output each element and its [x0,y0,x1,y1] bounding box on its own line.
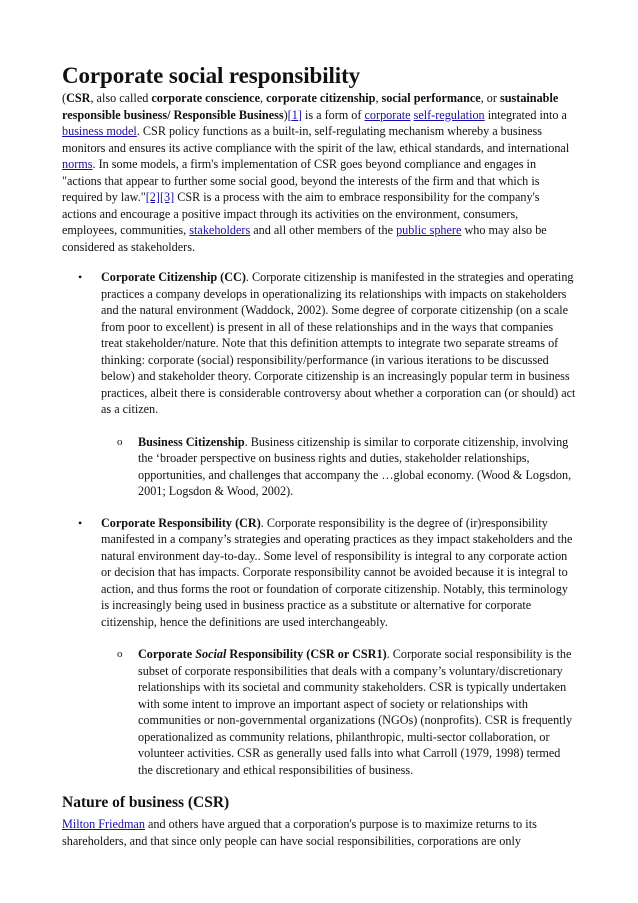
document-page [62,62,576,849]
term-corporate-social-responsibility [138,647,387,661]
intro-term-citizenship: corporate citizenship [266,91,376,105]
intro-text: . CSR policy functions as a built-in, self-regulating mechanism whereby a business monitors and ensures its active compliance with the spirit of the law, ethical standards, and international [62,124,570,155]
bullet-icon: • [78,270,83,284]
definition-text: . Corporate responsibility is the degree of (ir)responsibility manifested in a company’s strategies and operating practices as they impact stakeholders and the natural environment day-to-day.. Some level of responsibility is integral to any corporate action or decision that has impacts. Corporate responsibility cannot be avoided because it is integral to action, and thus forms the root or foundation of corporate citizenship. Notably, this terminology is increasingly being used in business practice as a substitute or alternative for corporate citizenship, hence the definitions are used interchangeably. [101,515,573,629]
intro-text: , [375,91,382,105]
term-corporate-citizenship: Corporate Citizenship (CC) [101,270,246,284]
bullet-icon: • [78,515,83,530]
term-business-citizenship: Business Citizenship [138,434,245,449]
definition-text: . Business citizenship is similar to corporate citizenship, involving the ‘broader perspective on business rights and duties, stakeholder relationships, opportunities, and challenges that accompany the …global economy. (Wood & Logsdon, 2001; Logsdon & Wood, 2002). [138,434,572,498]
list-item-corporate-responsibility [62,515,576,779]
list-item-corporate-citizenship [62,269,576,500]
link-stakeholders[interactable]: stakeholders [189,223,251,237]
page-title: Corporate social responsibility [62,63,361,88]
intro-term-performance: social performance [381,91,481,105]
link-milton-friedman[interactable]: Milton Friedman [62,817,145,831]
intro-term-conscience: corporate conscience [151,91,261,105]
reference-link-2[interactable]: [2] [145,190,160,204]
section-text: and others have argued that a corporation's purpose is to maximize returns to its shareholders, and that since only people can have social responsibilities, corporations are only [62,817,537,848]
section-paragraph [62,816,576,849]
intro-term-sustainable: sustainable responsible business/ Responsible Business [62,91,559,122]
circle-bullet-icon: o [117,435,123,448]
link-self-regulation[interactable]: self-regulation [413,107,485,122]
definition-text: . Corporate social responsibility is the subset of corporate responsibilities that deals with a company’s voluntary/discretionary relationships with its societal and community stakeholders. CSR is typically undertaken with some intent to improve an important aspect of society or relationships with communities or non-governmental organizations (NGOs) (nonprofits). CSR is frequently operationalized as community relations, philanthropic, multi-sector collaboration, or volunteer activities. CSR as generally used falls into what Carroll (1979, 1998) termed the discretionary and ethical responsibilities of business. [138,647,573,777]
reference-link-1[interactable]: [1] [287,107,302,122]
definitions-list [62,269,576,778]
intro-text: is a form of [301,107,365,122]
intro-text: . In some models, a firm's implementation of CSR goes beyond compliance and engages in "actions that appear to further some social good, beyond the interests of the firm and that which is required by law." [62,157,540,204]
link-public-sphere[interactable]: public sphere [396,223,462,237]
sub-list [101,646,576,778]
intro-term-csr: CSR [66,91,91,105]
intro-text: ( [62,91,67,105]
link-norms[interactable]: norms [62,157,93,171]
intro-text: integrated into a [484,107,567,122]
intro-text: who may also be considered as stakeholders. [62,223,547,254]
list-item-business-citizenship [101,434,576,500]
intro-text: and all other members of the [250,223,397,237]
intro-text: , [260,91,267,105]
intro-text: CSR is a process with the aim to embrace responsibility for the company's actions and encourage a positive impact through its activities on the environment, consumers, employees, communities, [62,190,540,237]
sub-list [101,434,576,500]
intro-paragraph [62,90,576,255]
term-corporate-responsibility: Corporate Responsibility (CR) [101,515,261,530]
link-business-model[interactable]: business model [62,124,137,138]
intro-text: , or [480,91,500,105]
definition-text: . Corporate citizenship is manifested in the strategies and operating practices a company develops in operationalizing its relationships with impacts on stakeholders and the natural environment (Waddock, 2002). Some degree of corporate citizenship (on a scale from poor to excellent) is present in all of these relationships and in the ways that companies treat stakeholder/nature. Note that this definition attempts to integrate two separate streams of thinking: corporate (social) responsibility/performance (in various iterations to be discussed below) and stakeholder theory. Corporate citizenship is an increasingly popular term in business practices, albeit there is considerable controversy about whether a corporation can (or should) act as a citizen. [101,270,576,416]
term-part: Responsibility (CSR or CSR1) [226,647,387,661]
section-heading: Nature of business (CSR) [62,794,230,811]
list-item-corporate-social-responsibility [101,646,576,778]
intro-text: ) [283,107,288,122]
circle-bullet-icon: o [117,648,123,660]
link-corporate[interactable]: corporate [364,107,411,122]
term-part-italic: Social [195,647,227,661]
intro-text: , also called [90,91,152,105]
term-part: Corporate [138,647,196,661]
reference-link-3[interactable]: [3] [159,190,175,204]
